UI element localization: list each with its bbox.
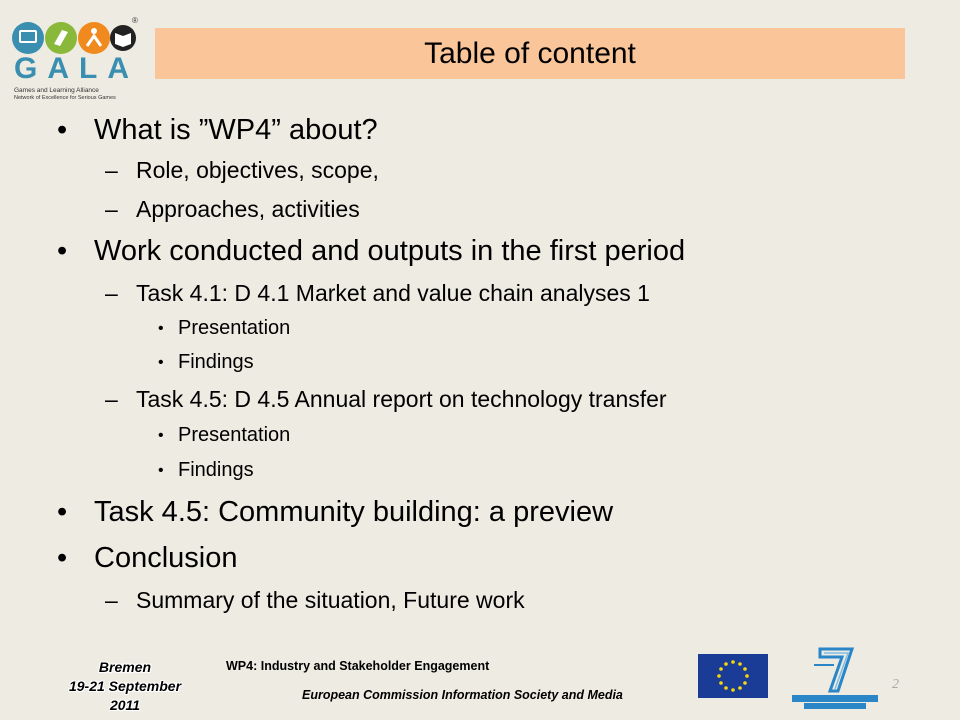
outline-subitem-text: Task 4.5: D 4.5 Annual report on technology transfer [136, 386, 667, 412]
footer-year: 2011 [109, 697, 141, 713]
footer-dates: 19-21 September [68, 678, 182, 694]
outline-item [57, 235, 686, 268]
gala-tagline: Games and Learning Alliance [14, 87, 99, 94]
slide-title [155, 28, 905, 79]
dash-bullet: – [105, 196, 118, 222]
outline-subitem-text: Summary of the situation, Future work [136, 587, 525, 613]
outline-subitem [105, 587, 525, 614]
outline-subsubitem [158, 459, 254, 482]
outline-subitem-text: Approaches, activities [136, 196, 360, 222]
outline-item-text: Task 4.5: Community building: a preview [94, 496, 614, 528]
dash-bullet: – [105, 157, 118, 183]
outline-subitem-text: Role, objectives, scope, [136, 157, 379, 183]
outline-item-text: Work conducted and outputs in the first period [94, 235, 686, 267]
outline-subsubitem-text: Presentation [178, 317, 291, 339]
footer-workpackage: WP4: Industry and Stakeholder Engagement [226, 659, 490, 673]
outline-item-text: Conclusion [94, 542, 238, 574]
outline-subitem [105, 280, 650, 307]
fp7-logo-icon [790, 645, 880, 711]
outline-subsubitem-text: Findings [178, 459, 254, 481]
outline-subsubitem-text: Findings [178, 351, 254, 373]
gala-logo [8, 16, 138, 100]
small-bullet: • [158, 354, 164, 371]
slide-title-text: Table of content [424, 36, 636, 70]
dash-bullet: – [105, 587, 118, 613]
outline-subsubitem [158, 351, 254, 374]
footer-event [55, 658, 195, 715]
outline-subitem [105, 157, 379, 184]
footer-commission: European Commission Information Society and Media [302, 688, 623, 702]
bullet: • [57, 542, 68, 574]
outline-subsubitem [158, 317, 291, 340]
eu-flag-icon [698, 654, 768, 702]
small-bullet: • [158, 320, 164, 337]
gala-wordmark: GALA [14, 52, 139, 85]
outline-subsubitem-text: Presentation [178, 424, 291, 446]
footer-city: Bremen [98, 659, 152, 675]
small-bullet: • [158, 462, 164, 479]
outline-item [57, 114, 378, 147]
outline-subsubitem [158, 424, 291, 447]
outline-item [57, 496, 614, 529]
small-bullet: • [158, 427, 164, 444]
outline-item-text: What is ”WP4” about? [94, 114, 378, 146]
bullet: • [57, 496, 68, 528]
page-number: 2 [892, 677, 899, 692]
gala-subtagline: Network of Excellence for Serious Games [14, 95, 116, 101]
bullet: • [57, 235, 68, 267]
outline-subitem [105, 386, 667, 413]
dash-bullet: – [105, 280, 118, 306]
outline-subitem-text: Task 4.1: D 4.1 Market and value chain analyses 1 [136, 280, 650, 306]
bullet: • [57, 114, 68, 146]
dash-bullet: – [105, 386, 118, 412]
outline-item [57, 542, 238, 575]
registered-mark: ® [132, 16, 138, 25]
outline-subitem [105, 196, 360, 223]
